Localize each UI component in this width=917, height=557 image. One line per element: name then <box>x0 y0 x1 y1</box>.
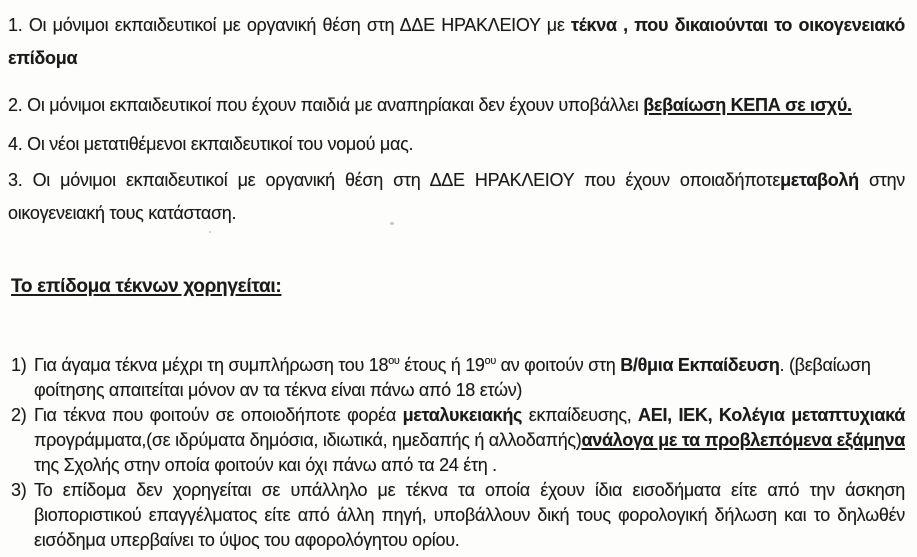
list-item-2 <box>8 403 905 478</box>
paragraph-point-2: 2. Οι μόνιμοι εκπαιδευτικοί που έχουν παιδιά με αναπηρίακαι δεν έχουν υποβάλλει βεβαίωση ΚΕΠΑ σε ισχύ. <box>8 95 852 115</box>
list-item-1-text: Για άγαμα τέκνα μέχρι τη συμπλήρωση του $18^{o\upsilon}$ έτους ή $19^{o\upsilon}$ αν φοιτούν στη Β/θμια Εκπαίδευση. (βεβαίωση φοίτησης απαιτείται μόνον αν τα τέκνα είναι πάνω από 18 ετών) <box>34 355 871 400</box>
list-item-2-number: 2) <box>11 405 27 425</box>
list-item-3-text: Το επίδομα δεν χορηγείται σε υπάλληλο με τέκνα τα οποία έχουν ίδια εισοδήματα είτε από την άσκηση βιοποριστικού επαγγέλματος είτε από άλλη πηγή, υποβάλλουν δική τους φορολογική δήλωση και το δηλωθέν εισόδημα υπερβαίνει το ύψος του αφορολόγητου ορίου. <box>34 480 905 550</box>
list-item-1 <box>8 353 905 403</box>
list-item-1-number: 1) <box>11 355 27 375</box>
scan-artifact-speck <box>209 231 211 233</box>
list-item-3-number: 3) <box>11 480 27 500</box>
child-allowance-conditions-list <box>8 353 905 553</box>
list-item-3 <box>8 478 905 553</box>
list-item-2-text: Για τέκνα που φοιτούν σε οποιοδήποτε φορέα μεταλυκειακής εκπαίδευσης, ΑΕΙ, ΙΕΚ, Κολέγια μεταπτυχιακά προγράμματα,(σε ιδρύματα δημόσια, ιδιωτικά, ημεδαπής ή αλλοδαπής)ανάλογα με τα προβλεπόμενα εξάμηνα της Σχολής στην οποία φοιτούν και όχι πάνω από τα 24 έτη . <box>34 405 906 475</box>
paragraph-point-3: 3. Οι μόνιμοι εκπαιδευτικοί με οργανική θέση στη ΔΔΕ ΗΡΑΚΛΕΙΟΥ που έχουν οποιαδήποτεμεταβολή στην οικογενειακή τους κατάσταση. <box>8 170 906 223</box>
section-heading: Το επίδομα τέκνων χορηγείται: <box>11 276 282 297</box>
paragraph-point-4: 4. Οι νέοι μετατιθέμενοι εκπαιδευτικοί του νομού μας. <box>8 134 414 154</box>
scan-artifact-speck <box>390 222 394 225</box>
paragraph-point-1: 1. Οι μόνιμοι εκπαιδευτικοί με οργανική θέση στη ΔΔΕ ΗΡΑΚΛΕΙΟΥ με τέκνα , που δικαιούνται το οικογενειακό επίδομα <box>8 15 905 68</box>
